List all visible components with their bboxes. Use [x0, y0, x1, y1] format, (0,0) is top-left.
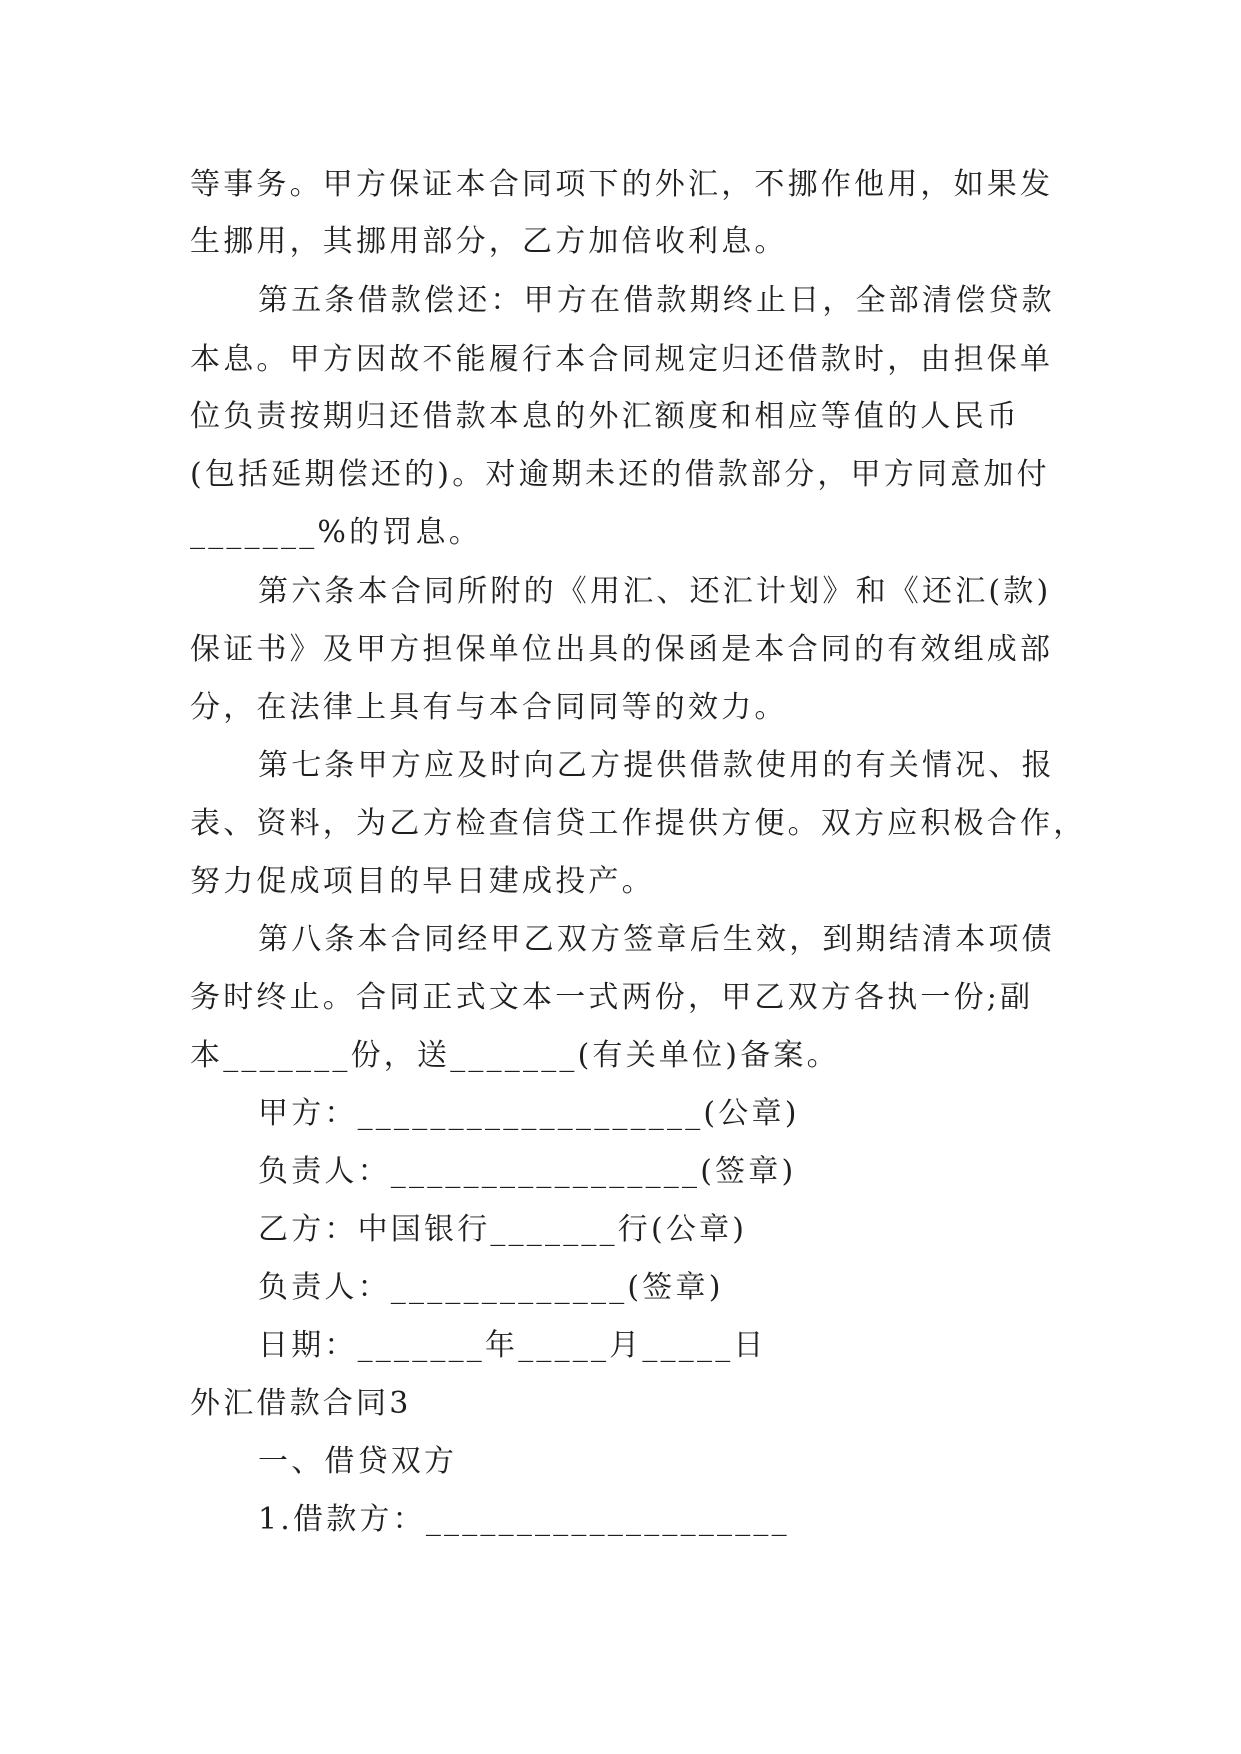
date-line: 日期：_______年_____月_____日 [258, 1328, 767, 1363]
paragraph-line: 本息。甲方因故不能履行本合同规定归还借款时，由担保单 [190, 342, 1054, 377]
party-b-responsible-signature-line: 负责人：_____________(签章) [258, 1270, 724, 1305]
paragraph-line: 保证书》及甲方担保单位出具的保函是本合同的有效组成部 [190, 632, 1054, 667]
paragraph-line: 位负责按期归还借款本息的外汇额度和相应等值的人民币 [190, 399, 1020, 434]
paragraph-line: 分，在法律上具有与本合同同等的效力。 [190, 690, 788, 725]
party-a-signature-line: 甲方：___________________(公章) [258, 1096, 800, 1131]
paragraph-line: (包括延期偿还的)。对逾期未还的借款部分，甲方同意加付 [190, 457, 1050, 492]
section-title: 外汇借款合同3 [190, 1386, 412, 1421]
paragraph-line: 表、资料，为乙方检查信贷工作提供方便。双方应积极合作， [190, 806, 1087, 841]
paragraph-line: 务时终止。合同正式文本一式两份，甲乙双方各执一份;副 [190, 980, 1034, 1015]
paragraph-line: 等事务。甲方保证本合同项下的外汇，不挪作他用，如果发 [190, 167, 1054, 202]
article-5-heading-line: 第五条借款偿还：甲方在借款期终止日，全部清偿贷款 [258, 283, 1055, 318]
party-b-signature-line: 乙方：中国银行_______行(公章) [258, 1212, 748, 1247]
article-6-heading-line: 第六条本合同所附的《用汇、还汇计划》和《还汇(款) [258, 574, 1052, 609]
article-7-heading-line: 第七条甲方应及时向乙方提供借款使用的有关情况、报 [258, 748, 1055, 783]
section-heading: 一、借贷双方 [258, 1444, 458, 1479]
borrower-field-line: 1.借款方：____________________ [258, 1502, 790, 1537]
paragraph-line: 本_______份，送_______(有关单位)备案。 [190, 1038, 840, 1073]
paragraph-line: 努力促成项目的早日建成投产。 [190, 864, 655, 899]
paragraph-line: _______%的罚息。 [190, 515, 482, 550]
paragraph-line: 生挪用，其挪用部分，乙方加倍收利息。 [190, 224, 788, 259]
article-8-heading-line: 第八条本合同经甲乙双方签章后生效，到期结清本项债 [258, 922, 1055, 957]
party-a-responsible-signature-line: 负责人：_________________(签章) [258, 1154, 797, 1189]
